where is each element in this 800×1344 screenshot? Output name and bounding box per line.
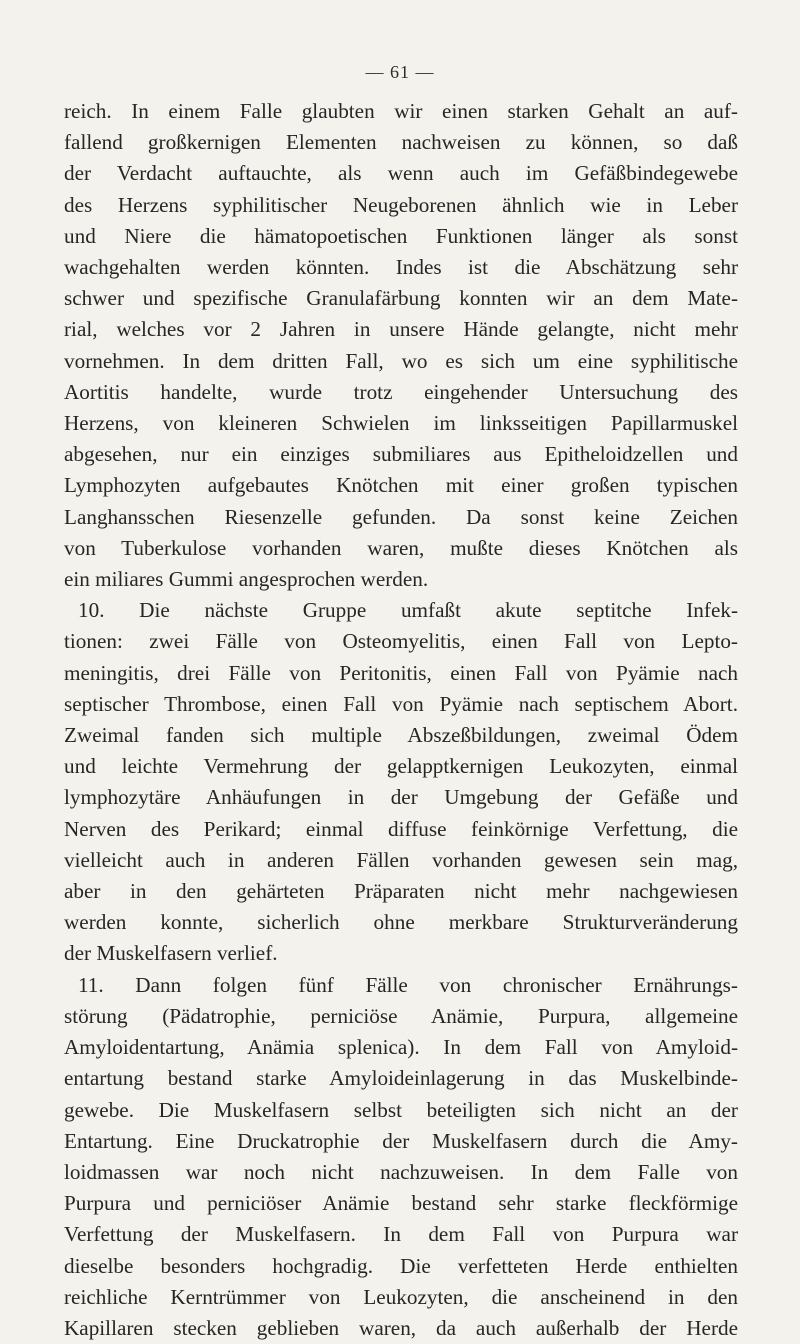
text-line: entartung bestand starke Amyloideinlagerung in das Muskelbinde- [64, 1066, 738, 1091]
text-line: 11. Dann folgen fünf Fälle von chronischer Ernährungs- [78, 972, 738, 997]
text-line: fallend großkernigen Elementen nachweisen zu können, so daß [64, 130, 738, 155]
text-line: Entartung. Eine Druckatrophie der Muskelfasern durch die Amy- [64, 1128, 738, 1153]
text-line: septischer Thrombose, einen Fall von Pyämie nach septischem Abort. [64, 691, 738, 716]
paragraph-3 [64, 970, 738, 1344]
text-line: abgesehen, nur ein einziges submiliares aus Epitheloidzellen und [64, 442, 738, 467]
text-line: der Muskelfasern verlief. [64, 941, 278, 966]
text-line: reichliche Kerntrümmer von Leukozyten, die anscheinend in den [64, 1284, 738, 1309]
text-line: Lymphozyten aufgebautes Knötchen mit einer großen typischen [64, 473, 738, 498]
page-number: — 61 — [365, 62, 435, 82]
text-line: Langhansschen Riesenzelle gefunden. Da sonst keine Zeichen [64, 504, 738, 529]
text-line: Verfettung der Muskelfasern. In dem Fall von Purpura war [64, 1222, 738, 1247]
text-line: gewebe. Die Muskelfasern selbst beteiligten sich nicht an der [64, 1097, 738, 1122]
text-line: Herzens, von kleineren Schwielen im linksseitigen Papillarmuskel [64, 411, 738, 436]
text-line: lymphozytäre Anhäufungen in der Umgebung der Gefäße und [64, 785, 738, 810]
text-line: wachgehalten werden könnten. Indes ist die Abschätzung sehr [64, 255, 738, 280]
text-line: dieselbe besonders hochgradig. Die verfetteten Herde enthielten [64, 1253, 738, 1278]
body-text [64, 96, 738, 1344]
paragraph-2 [64, 595, 738, 969]
text-line: von Tuberkulose vorhanden waren, mußte dieses Knötchen als [64, 535, 738, 560]
text-line: Kapillaren stecken geblieben waren, da auch außerhalb der Herde [64, 1315, 738, 1340]
text-line: vornehmen. In dem dritten Fall, wo es sich um eine syphilitische [64, 348, 738, 373]
text-line: rial, welches vor 2 Jahren in unsere Hände gelangte, nicht mehr [64, 317, 738, 342]
text-line: loidmassen war noch nicht nachzuweisen. In dem Falle von [64, 1159, 738, 1184]
text-line: Aortitis handelte, wurde trotz eingehender Untersuchung des [64, 379, 738, 404]
text-line: Zweimal fanden sich multiple Abszeßbildungen, zweimal Ödem [64, 723, 738, 748]
text-line: Purpura und perniciöser Anämie bestand sehr starke fleckförmige [64, 1191, 738, 1216]
text-line: Amyloidentartung, Anämia splenica). In dem Fall von Amyloid- [64, 1035, 738, 1060]
text-line: werden konnte, sicherlich ohne merkbare Strukturveränderung [64, 910, 738, 935]
text-line: schwer und spezifische Granulafärbung konnten wir an dem Mate- [64, 286, 738, 311]
text-line: und leichte Vermehrung der gelapptkernigen Leukozyten, einmal [64, 754, 738, 779]
text-line: tionen: zwei Fälle von Osteomyelitis, einen Fall von Lepto- [64, 629, 738, 654]
text-line: meningitis, drei Fälle von Peritonitis, einen Fall von Pyämie nach [64, 660, 738, 685]
text-line: 10. Die nächste Gruppe umfaßt akute septitche Infek- [78, 598, 738, 623]
text-line: vielleicht auch in anderen Fällen vorhanden gewesen sein mag, [64, 847, 738, 872]
text-line: der Verdacht auftauchte, als wenn auch im Gefäßbindegewebe [64, 161, 738, 186]
text-line: und Niere die hämatopoetischen Funktionen länger als sonst [64, 223, 738, 248]
text-line: störung (Pädatrophie, perniciöse Anämie, Purpura, allgemeine [64, 1003, 738, 1028]
paragraph-1 [64, 96, 738, 595]
text-line: des Herzens syphilitischer Neugeborenen ähnlich wie in Leber [64, 192, 738, 217]
text-line: aber in den gehärteten Präparaten nicht mehr nachgewiesen [64, 879, 738, 904]
text-line: reich. In einem Falle glaubten wir einen starken Gehalt an auf- [64, 99, 738, 123]
text-line: Nerven des Perikard; einmal diffuse feinkörnige Verfettung, die [64, 816, 738, 841]
text-line: ein miliares Gummi angesprochen werden. [64, 567, 429, 592]
